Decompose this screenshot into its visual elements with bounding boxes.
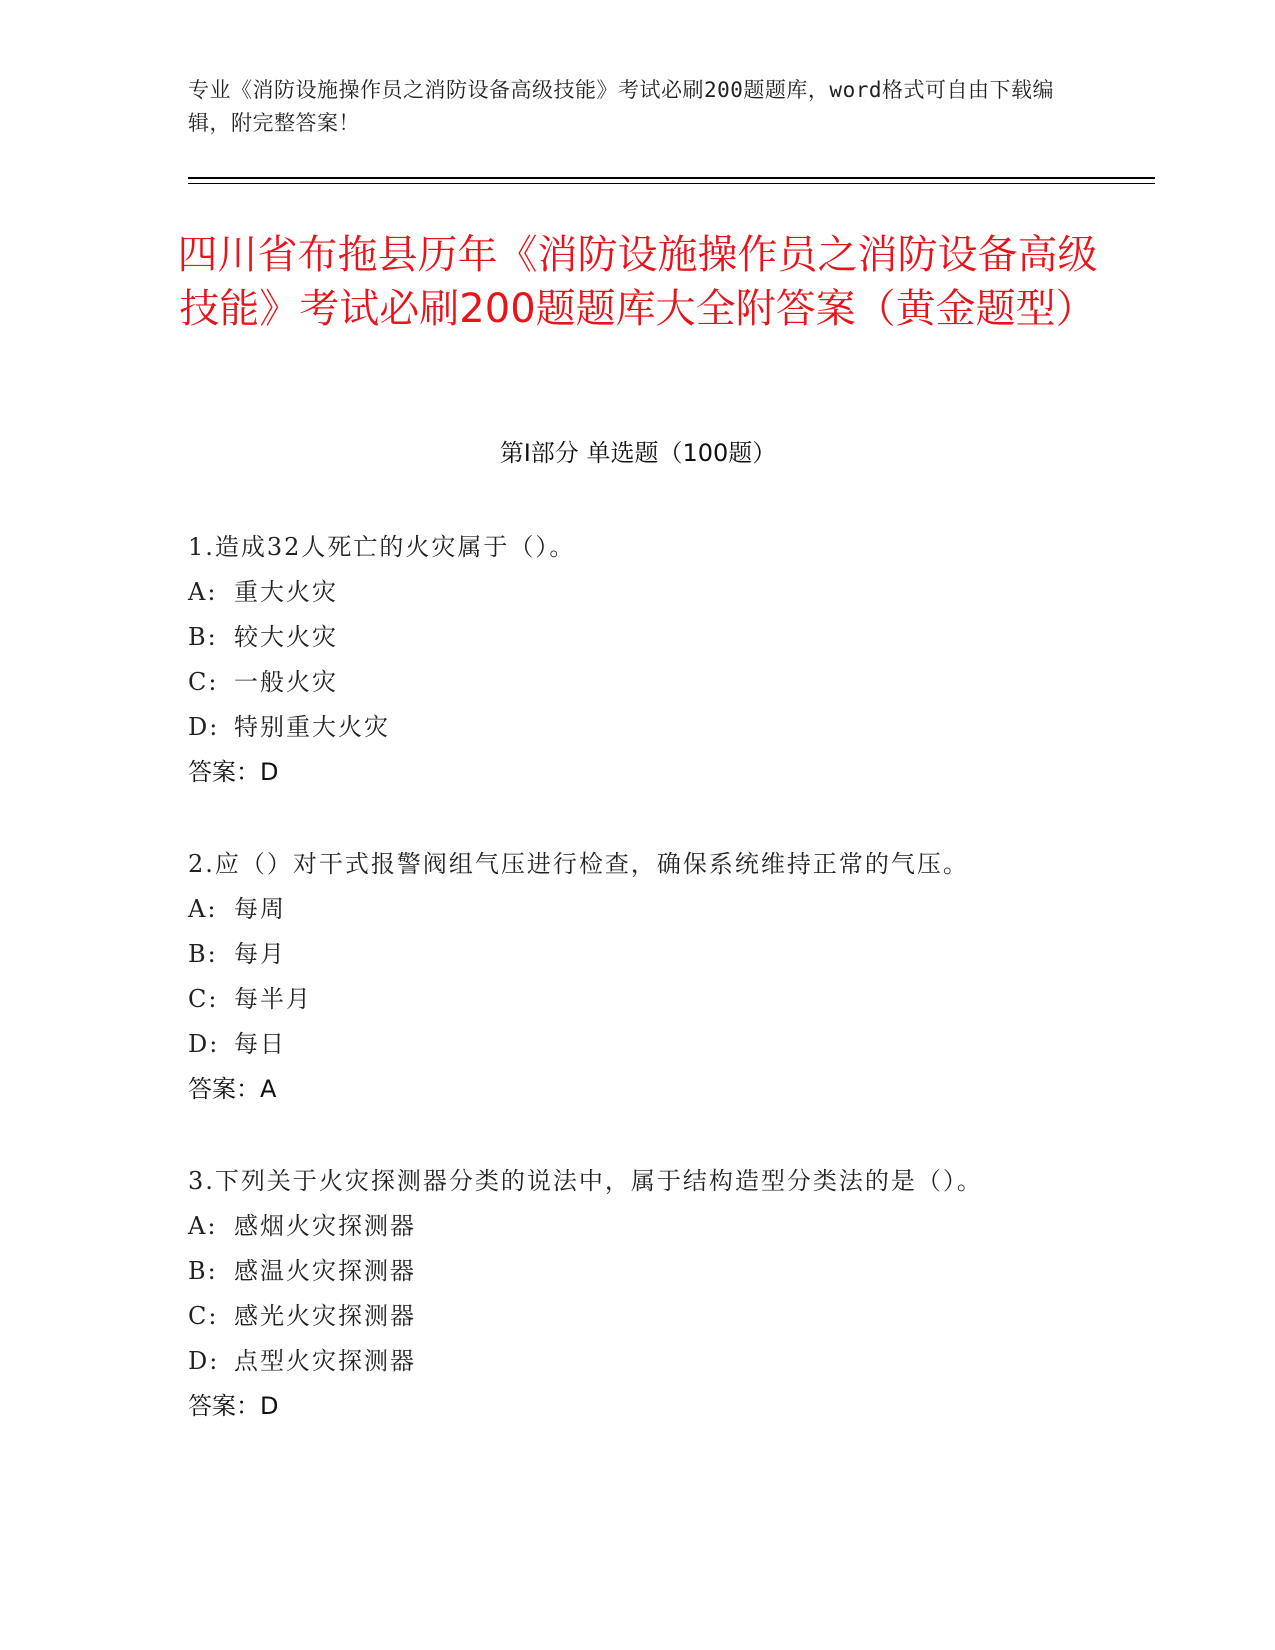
option-letter: C: <box>188 985 219 1013</box>
answer: 答案：D <box>188 758 279 786</box>
question-stem: 1.造成32人死亡的火灾属于（）。 <box>188 533 576 561</box>
option-text: 每半月 <box>234 985 312 1013</box>
answer: 答案：A <box>188 1075 277 1103</box>
option-d <box>188 705 1088 750</box>
option-text: 较大火灾 <box>234 623 338 651</box>
option-text: 特别重大火灾 <box>234 713 390 741</box>
option-d <box>188 1339 1088 1384</box>
option-text: 感烟火灾探测器 <box>234 1212 416 1240</box>
header-note: 专业《消防设施操作员之消防设备高级技能》考试必刷200题题库，word格式可自由下载编辑，附完整答案！ <box>188 78 1054 135</box>
document-title: 四川省布拖县历年《消防设施操作员之消防设备高级技能》考试必刷200题题库大全附答案（黄金题型） <box>177 232 1098 332</box>
option-letter: D: <box>188 1030 220 1058</box>
header-rule-thin <box>188 183 1155 184</box>
option-text: 一般火灾 <box>234 668 338 696</box>
option-text: 点型火灾探测器 <box>234 1347 416 1375</box>
option-letter: A: <box>188 895 218 923</box>
option-a <box>188 1204 1088 1249</box>
option-text: 每日 <box>234 1030 286 1058</box>
answer: 答案：D <box>188 1392 279 1420</box>
option-a <box>188 887 1088 932</box>
option-letter: B: <box>188 1257 218 1285</box>
section-title: 第Ⅰ部分 单选题（100题） <box>499 439 777 467</box>
question-1 <box>188 525 1088 795</box>
option-c <box>188 1294 1088 1339</box>
question-stem: 2.应（）对干式报警阀组气压进行检查，确保系统维持正常的气压。 <box>188 850 969 878</box>
option-text: 每周 <box>234 895 286 923</box>
option-letter: B: <box>188 623 218 651</box>
option-text: 感温火灾探测器 <box>234 1257 416 1285</box>
option-c <box>188 977 1088 1022</box>
option-letter: C: <box>188 1302 219 1330</box>
option-letter: B: <box>188 940 218 968</box>
option-c <box>188 660 1088 705</box>
option-text: 每月 <box>234 940 286 968</box>
option-text: 重大火灾 <box>234 578 338 606</box>
option-b <box>188 615 1088 660</box>
option-text: 感光火灾探测器 <box>234 1302 416 1330</box>
option-a <box>188 570 1088 615</box>
question-stem: 3.下列关于火灾探测器分类的说法中，属于结构造型分类法的是（）。 <box>188 1167 983 1195</box>
option-letter: A: <box>188 578 218 606</box>
question-2 <box>188 842 1088 1112</box>
header-rule-thick <box>188 177 1155 179</box>
option-b <box>188 932 1088 977</box>
option-letter: A: <box>188 1212 218 1240</box>
option-d <box>188 1022 1088 1067</box>
question-3 <box>188 1159 1088 1429</box>
option-letter: D: <box>188 713 220 741</box>
option-letter: D: <box>188 1347 220 1375</box>
option-letter: C: <box>188 668 219 696</box>
option-b <box>188 1249 1088 1294</box>
